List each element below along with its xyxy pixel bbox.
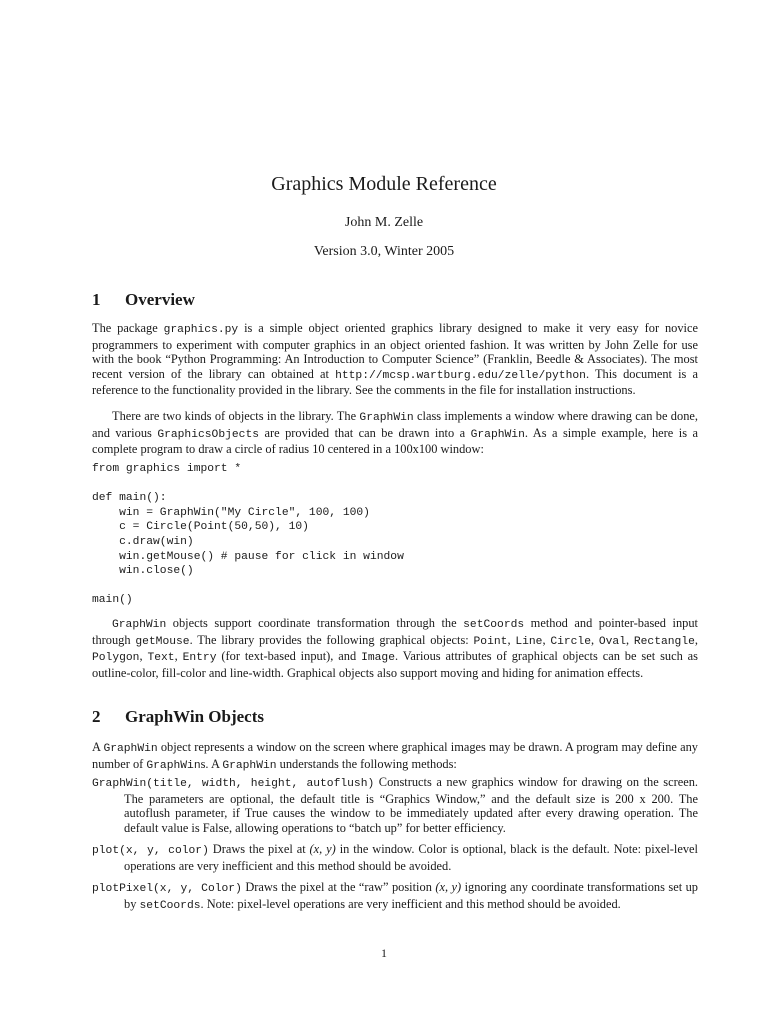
method-description: Constructs a new graphics window for drawing on the screen. The parameters are optional, the default title is “Graphics Window,” and the default size is 200 x 200. The autoflush parameter, if True causes the window to be immediately updated after every drawing operation. The default value is False, allowing operations to “batch up” for better efficiency. bbox=[124, 775, 698, 835]
method-plot: plot(x, y, color) Draws the pixel at (x, y) in the window. Color is optional, black is the default. Note: pixel-level operations are very inefficient and this method should be avoided. bbox=[92, 842, 698, 873]
overview-paragraph-1: The package graphics.py is a simple object oriented graphics library designed to make it very easy for novice programmers to experiment with computer graphics in an object oriented fashion. It was written by John Zelle for use with the book “Python Programming: An Introduction to Computer Science” (Franklin, Beedle & Associates). The most recent version of the library can obtained at http://mcsp.wartburg.edu/zelle/python. This document is a reference to the functionality provided in the library. See the comments in the file for installation instructions. bbox=[92, 321, 698, 398]
overview-paragraph-3: GraphWin objects support coordinate transformation through the setCoords method and pointer-based input through getMouse. The library provides the following graphical objects: Point, Line, Circle, Oval, Rectangle, Polygon, Text, Entry (for text-based input), and Image. Various attributes of graphical objects can be set such as outline-color, fill-color and line-width. Graphical objects also support moving and hiding for animation effects. bbox=[92, 616, 698, 680]
method-signature: GraphWin(title, width, height, autoflush) bbox=[92, 778, 375, 790]
page-number: 1 bbox=[381, 946, 387, 960]
section-heading-graphwin bbox=[92, 707, 264, 727]
section-title: GraphWin Objects bbox=[125, 707, 265, 726]
inline-code: graphics.py bbox=[163, 324, 239, 336]
doc-author: John M. Zelle bbox=[344, 215, 424, 230]
section-number: 1 bbox=[92, 290, 101, 309]
overview-paragraph-2: There are two kinds of objects in the library. The GraphWin class implements a window where drawing can be done, and various GraphicsObjects are provided that can be drawn into a GraphWin. As a simple example, here is a complete program to draw a circle of radius 10 centered in a 100x100 window: bbox=[92, 409, 699, 457]
section-heading-overview bbox=[92, 290, 195, 310]
section-title: Overview bbox=[125, 290, 195, 309]
method-plotpixel: plotPixel(x, y, Color) Draws the pixel at the “raw” position (x, y) ignoring any coordinate transformations set up by setCoords. Note: pixel-level operations are very inefficient and this method should be avoided. bbox=[92, 880, 698, 912]
code-example: from graphics import * def main(): win = GraphWin("My Circle", 100, 100) c = Circle(Point(50,50), 10) c.draw(win) win.getMouse() # pause for click in window win.close() main() bbox=[92, 463, 404, 607]
method-signature: plotPixel(x, y, Color) bbox=[92, 883, 242, 895]
method-graphwin bbox=[92, 775, 698, 835]
section-number: 2 bbox=[92, 707, 101, 726]
url-link[interactable]: http://mcsp.wartburg.edu/zelle/python bbox=[335, 369, 586, 382]
doc-version: Version 3.0, Winter 2005 bbox=[313, 244, 455, 259]
method-signature: plot(x, y, color) bbox=[92, 845, 209, 857]
doc-title: Graphics Module Reference bbox=[271, 173, 497, 195]
graphwin-intro: A GraphWin object represents a window on the screen where graphical images may be drawn. A program may define any number of GraphWins. A GraphWin understands the following methods: bbox=[92, 740, 698, 772]
